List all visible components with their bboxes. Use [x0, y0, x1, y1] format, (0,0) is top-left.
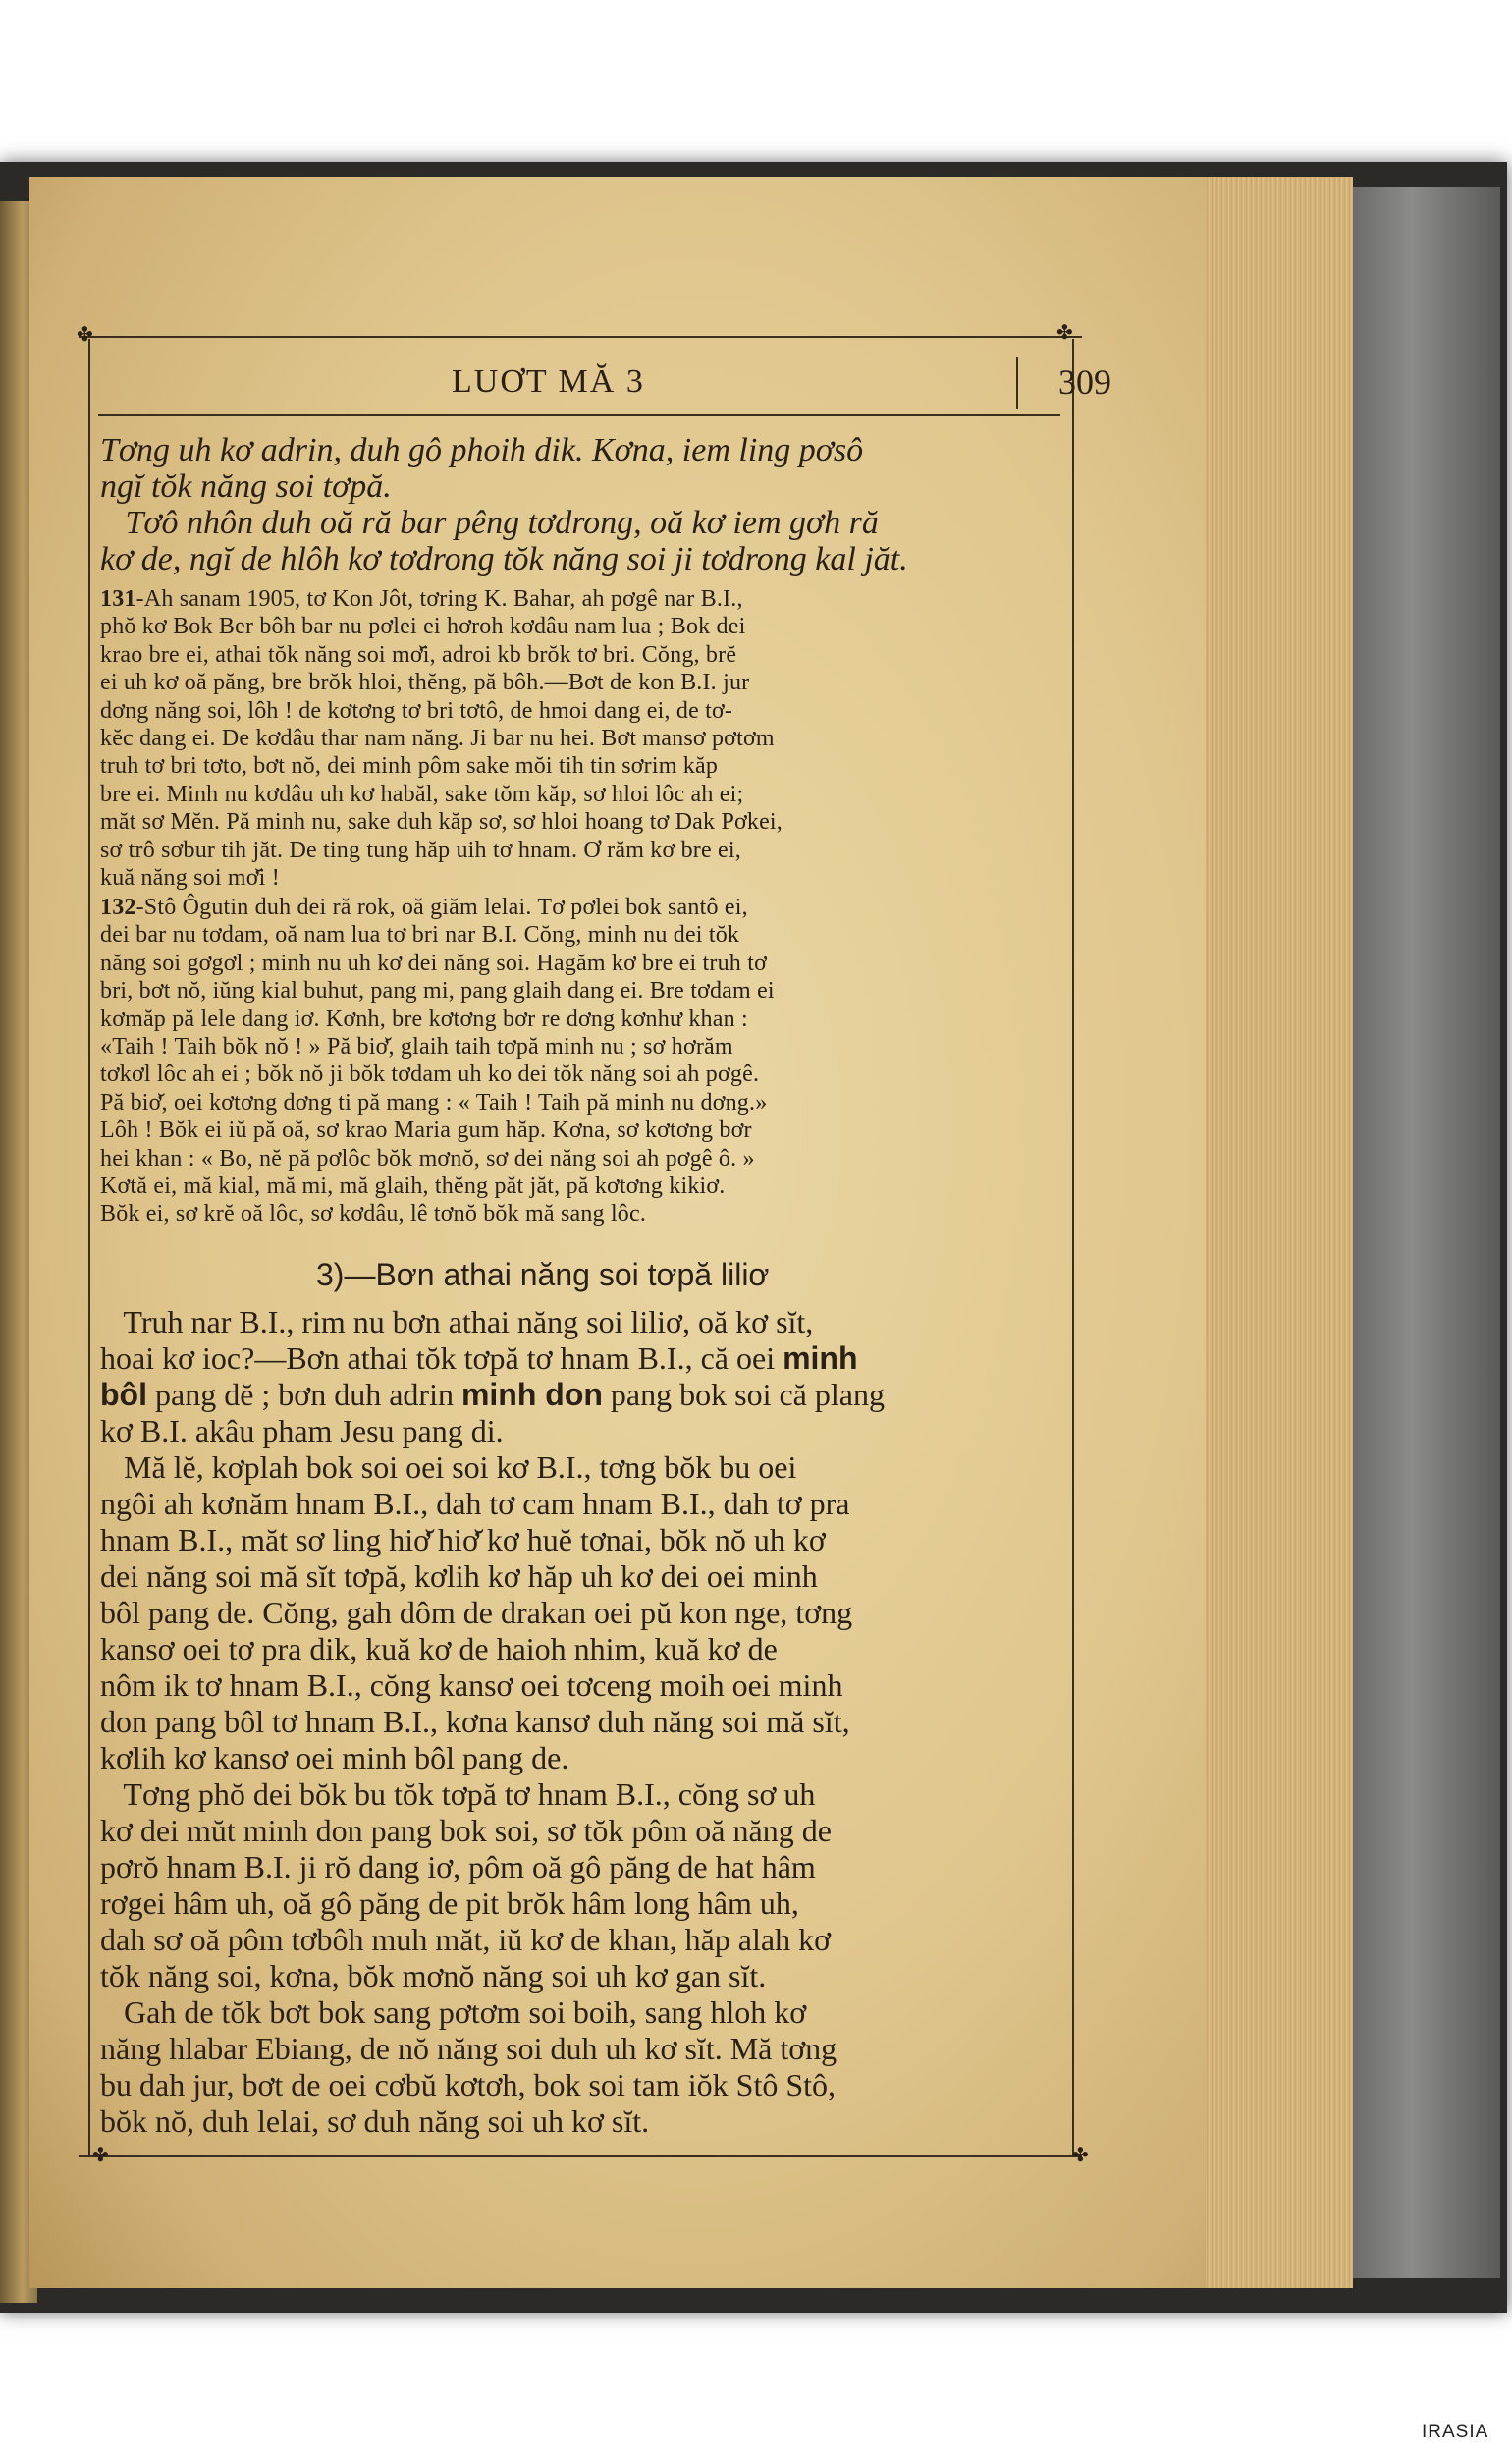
para-line: 132-Stô Ôgutin duh dei ră rok, oă giăm lelai. Tơ pơlei bok santô ei,	[100, 895, 748, 920]
body-text-run: Truh nar B.I., rim nu bơn athai năng soi liliơ, oă kơ sĭt,	[100, 1304, 814, 1339]
body-line	[100, 2067, 885, 2103]
para-line: Kơtă ei, mă kial, mă mi, mă glaih, thĕng păt jăt, pă kơtơng kikiơ.	[100, 1173, 726, 1200]
body-text-run: kơ B.I. akâu pham Jesu pang di.	[100, 1413, 504, 1448]
para-line: hei khan : « Bo, nĕ pă pơlôc bŏk mơnŏ, sơ dei năng soi ah pơgê ô. »	[100, 1145, 755, 1172]
para-line: tơkơl lôc ah ei ; bŏk nŏ ji bŏk tơdam uh ko dei tŏk năng soi ah pơgê.	[100, 1062, 760, 1088]
body-text-run: pơrŏ hnam B.I. ji rŏ dang iơ, pôm oă gô păng de hat hâm	[100, 1849, 816, 1884]
intro-line: Tơng uh kơ adrin, duh gô phoih dik. Kơna, iem ling pơsô	[100, 432, 864, 468]
para-line: phŏ kơ Bok Ber bôh bar nu pơlei ei hơroh kơdâu nam lua ; Bok dei	[100, 614, 746, 640]
body-line	[100, 1885, 885, 1922]
para-line: Bŏk ei, sơ krĕ oă lôc, sơ kơdâu, lê tơnŏ bŏk mă sang lôc.	[100, 1201, 647, 1228]
body-line	[100, 1922, 885, 1958]
body-bold-run: minh don	[460, 1377, 603, 1412]
body-line	[100, 1377, 885, 1413]
body-line	[100, 1595, 885, 1631]
page-number: 309	[1058, 362, 1111, 402]
body-line	[100, 1631, 885, 1667]
book-back-cover	[1353, 187, 1500, 2278]
body-text-run: Gah de tŏk bơt bok sang pơtơm soi boih, sang hloh kơ	[100, 1994, 807, 2030]
ornament-top-left: ✤	[77, 324, 93, 346]
intro-line: Tơô nhôn duh oă ră bar pêng tơdrong, oă kơ iem gơh ră	[100, 505, 879, 541]
ornament-bottom-right: ✤	[1072, 2145, 1089, 2166]
para-line: «Taih ! Taih bŏk nŏ ! » Pă biơ̆, glaih taih tơpă minh nu ; sơ hơrăm	[100, 1034, 733, 1061]
body-line	[100, 2031, 885, 2067]
body-line	[100, 1958, 885, 1994]
intro-line: ngĭ tŏk năng soi tơpă.	[100, 468, 392, 505]
intro-italic-block	[100, 432, 908, 577]
para-line: dơng năng soi, lôh ! de kơtơng tơ bri tơtô, de hmoi dang ei, de tơ-	[100, 697, 733, 724]
body-bold-run: minh	[783, 1340, 858, 1376]
body-line	[100, 1776, 885, 1813]
body-text-run: hnam B.I., măt sơ ling hiơ̆ hiơ̆ kơ huĕ tơnai, bŏk nŏ uh kơ	[100, 1522, 826, 1557]
body-line	[100, 1340, 885, 1377]
body-line	[100, 1413, 885, 1449]
body-text-run: Tơng phŏ dei bŏk bu tŏk tơpă tơ hnam B.I., cŏng sơ uh	[100, 1776, 816, 1812]
intro-line: kơ de, ngĭ de hlôh kơ tơdrong tŏk năng soi ji tơdrong kal jăt.	[100, 541, 908, 577]
ornament-top-right: ✤	[1056, 322, 1073, 344]
body-text-run: ngôi ah kơnăm hnam B.I., dah tơ cam hnam B.I., dah tơ pra	[100, 1486, 850, 1521]
paragraph-132	[100, 894, 775, 1228]
body-bold-run: bôl	[100, 1377, 147, 1412]
body-text-run: pang dĕ ; bơn duh adrin	[146, 1377, 461, 1412]
body-text-run: kơ dei mŭt minh don pang bok soi, sơ tŏk pôm oă năng de	[100, 1813, 832, 1848]
para-line: 131-Ah sanam 1905, tơ Kon Jôt, tơring K. Bahar, ah pơgê nar B.I.,	[100, 586, 743, 612]
header-separator	[1016, 357, 1018, 409]
body-text-run: bu dah jur, bơt de oei cơbŭ kơtơh, bok soi tam iŏk Stô Stô,	[100, 2067, 837, 2102]
body-text-run: dah sơ oă pôm tơbôh muh măt, iŭ kơ de khan, hăp alah kơ	[100, 1922, 831, 1957]
para-line: Pă biơ̆, oei kơtơng dơng ti pă mang : « Taih ! Taih pă minh nu dơng.»	[100, 1089, 768, 1116]
body-text-run: dei năng soi mă sĭt tơpă, kơlih kơ hăp uh kơ dei oei minh	[100, 1558, 818, 1594]
body-text-run: kơlih kơ kansơ oei minh bôl pang de.	[100, 1740, 569, 1775]
body-line	[100, 1667, 885, 1704]
para-line: măt sơ Mĕn. Pă minh nu, sake duh kăp sơ, sơ hloi hoang tơ Dak Pơkei,	[100, 809, 783, 836]
section-heading: 3)—Bơn athai năng soi tơpă liliơ	[316, 1257, 770, 1292]
para-line: bri, bơt nŏ, iŭng kial buhut, pang mi, pang glaih dang ei. Bre tơdam ei	[100, 978, 775, 1005]
top-border-rule	[79, 336, 1082, 338]
body-text-run: Mă lĕ, kơplah bok soi oei soi kơ B.I., tơng bŏk bu oei	[100, 1449, 797, 1485]
body-text-run: bôl pang de. Cŏng, gah dôm de drakan oei pŭ kon nge, tơng	[100, 1595, 853, 1630]
para-line: kuă năng soi mơ̆i !	[100, 865, 280, 892]
chapter-title: LUƠT MĂ 3	[452, 363, 645, 400]
para-line: sơ trô sơbur tih jăt. De ting tung hăp uih tơ hnam. Ơ răm kơ bre ei,	[100, 837, 741, 863]
body-line	[100, 1449, 885, 1486]
para-line: krao bre ei, athai tŏk năng soi mơ̆i, adroi kb brŏk tơ bri. Cŏng, brĕ	[100, 641, 737, 668]
body-line	[100, 1486, 885, 1522]
body-text-run: kansơ oei tơ pra dik, kuă kơ de haioh nhim, kuă kơ de	[100, 1631, 778, 1666]
para-number: 132	[100, 895, 136, 920]
body-text-run: don pang bôl tơ hnam B.I., kơna kansơ duh năng soi mă sĭt,	[100, 1704, 850, 1739]
body-line	[100, 1304, 885, 1340]
body-line	[100, 1740, 885, 1776]
para-line: kĕc dang ei. De kơdâu thar nam năng. Ji bar nu hei. Bơt mansơ pơtơm	[100, 726, 775, 752]
para-line: ei uh kơ oă păng, bre brŏk hloi, thĕng, pă bôh.—Bơt de kon B.I. jur	[100, 670, 750, 696]
body-text-run: tŏk năng soi, kơna, bŏk mơnŏ năng soi uh kơ gan sĭt.	[100, 1958, 767, 1993]
para-line: Lôh ! Bŏk ei iŭ pă oă, sơ krao Maria gum hăp. Kơna, sơ kơtơng bơr	[100, 1118, 752, 1144]
para-line: truh tơ bri tơto, bơt nŏ, dei minh pôm sake mŏi tih tin sơrim kăp	[100, 753, 719, 780]
ornament-bottom-left: ✤	[92, 2145, 109, 2166]
para-number: 131	[100, 586, 136, 612]
running-header	[98, 354, 1111, 416]
body-text-run: năng hlabar Ebiang, de nŏ năng soi duh uh kơ sĭt. Mă tơng	[100, 2031, 837, 2066]
body-line	[100, 1558, 885, 1595]
body-text	[100, 1304, 885, 2140]
body-text-run: nôm ik tơ hnam B.I., cŏng kansơ oei tơceng moih oei minh	[100, 1667, 843, 1703]
para-line: dei bar nu tơdam, oă nam lua tơ bri nar B.I. Cŏng, minh nu dei tŏk	[100, 922, 740, 949]
page-stack-edges	[1206, 177, 1353, 2288]
body-text-run: rơgei hâm uh, oă gô păng de pit brŏk hâm long hâm uh,	[100, 1885, 799, 1921]
para-line: kơmăp pă lele dang iơ. Kơnh, bre kơtơng bơr re dơng kơnhư khan :	[100, 1006, 748, 1032]
body-text-run: hoai kơ ioc?—Bơn athai tŏk tơpă tơ hnam B.I., că oei	[100, 1340, 783, 1376]
body-line	[100, 1849, 885, 1885]
paragraph-131	[100, 585, 783, 892]
body-line	[100, 1994, 885, 2031]
body-line	[100, 2103, 885, 2140]
body-text-run: pang bok soi că plang	[602, 1377, 885, 1412]
body-line	[100, 1522, 885, 1558]
body-text-run: bŏk nŏ, duh lelai, sơ duh năng soi uh kơ sĭt.	[100, 2103, 650, 2139]
para-line: năng soi gơgơl ; minh nu uh kơ dei năng soi. Hagăm kơ bre ei truh tơ	[100, 950, 767, 976]
watermark: IRASIA	[1422, 2422, 1489, 2442]
bottom-border-rule	[79, 2155, 1082, 2157]
body-line	[100, 1813, 885, 1849]
body-line	[100, 1704, 885, 1740]
para-line: bre ei. Minh nu kơdâu uh kơ habăl, sake tŏm kăp, sơ hloi lôc ah ei;	[100, 781, 744, 807]
